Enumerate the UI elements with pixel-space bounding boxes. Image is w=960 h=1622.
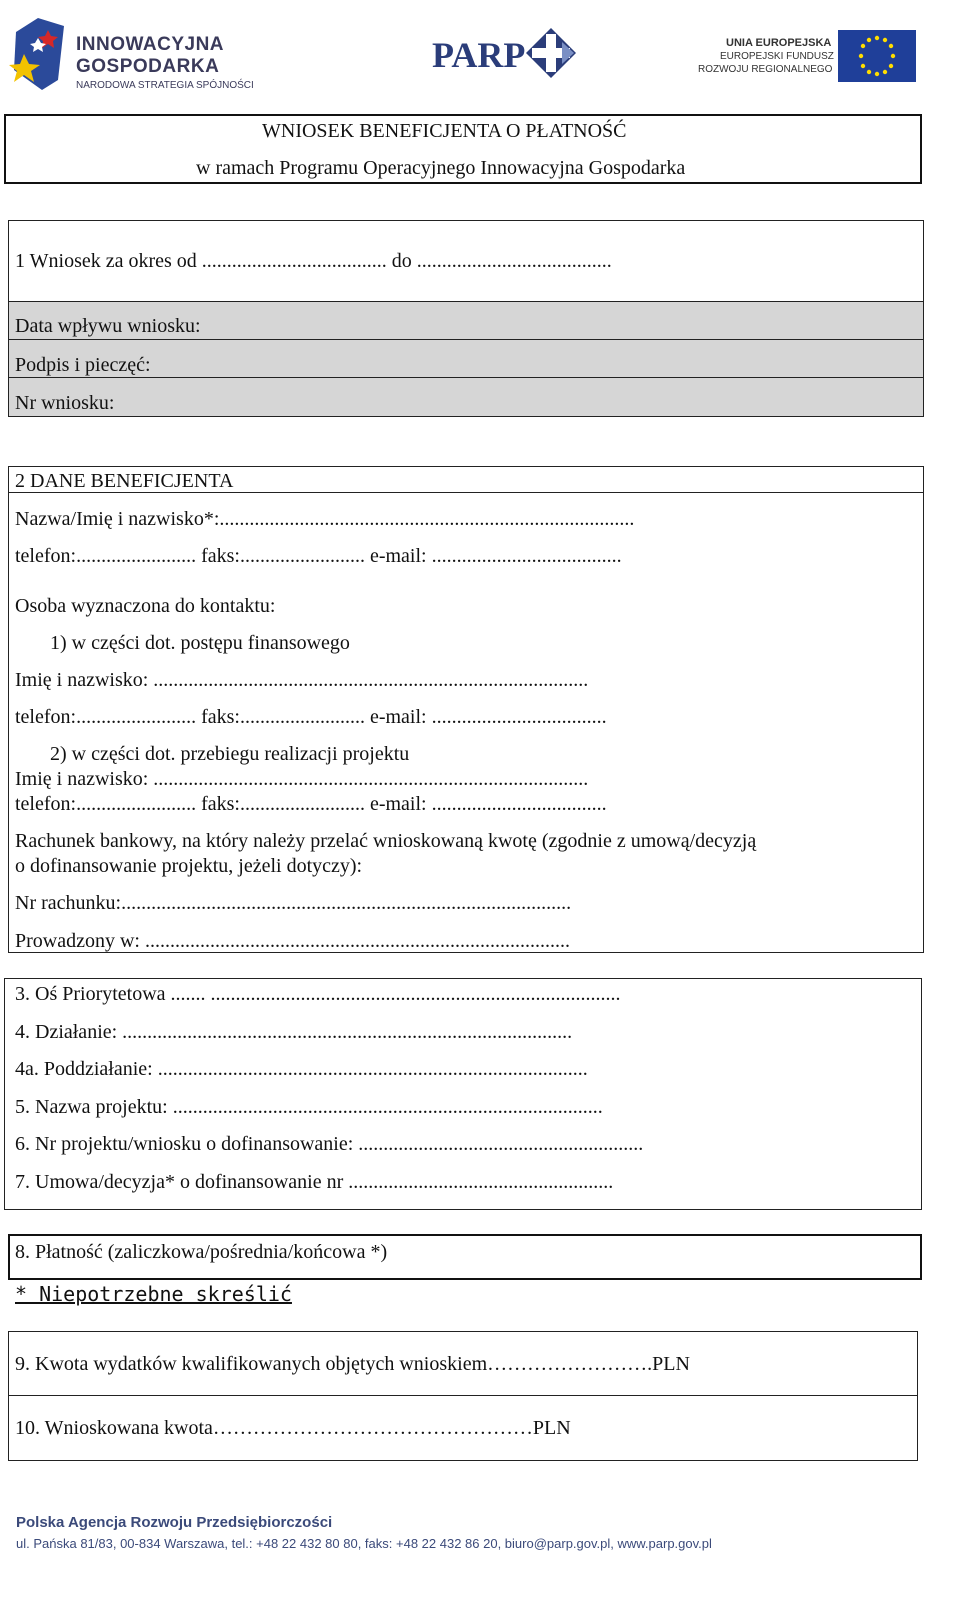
logo-right-line2: EUROPEJSKI FUNDUSZ [720, 51, 834, 62]
strike-note: * Niepotrzebne skreślić [15, 1282, 292, 1306]
eu-flag-icon [838, 30, 916, 82]
project-number-field[interactable]: 6. Nr projektu/wniosku o dofinansowanie: ......................................................... [15, 1133, 644, 1155]
section2-header-divider [8, 492, 924, 493]
receipt-date-field: Data wpływu wniosku: [15, 315, 201, 337]
contact1-phone-field[interactable]: telefon:........................ faks:......................... e-mail: ................................... [15, 706, 607, 728]
requested-amount-field[interactable]: 10. Wnioskowana kwota…………………………………………PLN [15, 1417, 571, 1439]
contact2-phone-field[interactable]: telefon:........................ faks:......................... e-mail: ................................... [15, 793, 607, 815]
parp-arrows-icon [524, 26, 578, 80]
financial-progress-label: 1) w części dot. postępu finansowego [50, 632, 350, 654]
period-field[interactable]: 1 Wniosek za okres od ..................................... do ....................................... [15, 250, 612, 272]
form-title: WNIOSEK BENEFICJENTA O PŁATNOŚĆ [262, 120, 627, 142]
beneficiary-name-field[interactable]: Nazwa/Imię i nazwisko*:................................................................................... [15, 508, 635, 530]
measure-field[interactable]: 4. Działanie: .......................................................................................... [15, 1021, 573, 1043]
bank-name-field[interactable]: Prowadzony w: ..................................................................................... [15, 930, 570, 952]
form-subtitle: w ramach Programu Operacyjnego Innowacyjna Gospodarka [196, 157, 686, 179]
bank-account-label-line1: Rachunek bankowy, na który należy przelać wnioskowaną kwotę (zgodnie z umową/decyzją [15, 830, 757, 852]
gray-row-divider [8, 339, 924, 340]
amounts-divider [8, 1395, 918, 1396]
agreement-number-field[interactable]: 7. Umowa/decyzja* o dofinansowanie nr ..................................................... [15, 1171, 614, 1193]
eligible-expenses-field[interactable]: 9. Kwota wydatków kwalifikowanych objętych wnioskiem…………………….PLN [15, 1353, 690, 1375]
footer-address: ul. Pańska 81/83, 00-834 Warszawa, tel.: +48 22 432 80 80, faks: +48 22 432 86 20, biuro@parp.gov.pl, www.parp.gov.pl [16, 1536, 712, 1551]
submeasure-field[interactable]: 4a. Poddziałanie: ...................................................................................... [15, 1058, 588, 1080]
project-progress-label: 2) w części dot. przebiegu realizacji projektu [50, 743, 410, 765]
footer-agency-name: Polska Agencja Rozwoju Przedsiębiorczości [16, 1514, 333, 1531]
contact2-name-field[interactable]: Imię i nazwisko: ....................................................................................... [15, 768, 589, 790]
beneficiary-heading: 2 DANE BENEFICJENTA [15, 470, 234, 492]
logo-left-line3: NARODOWA STRATEGIA SPÓJNOŚCI [76, 80, 254, 91]
payment-type-field[interactable]: 8. Płatność (zaliczkowa/pośrednia/końcowa *) [15, 1241, 388, 1263]
logo-right-line1: UNIA EUROPEJSKA [726, 37, 832, 49]
signature-stamp-field: Podpis i pieczęć: [15, 354, 151, 376]
logo-innowacyjna-gospodarka [8, 14, 258, 94]
gray-row-divider [8, 377, 924, 378]
logo-parp [432, 26, 582, 82]
beneficiary-contact-field[interactable]: telefon:........................ faks:......................... e-mail: ...................................... [15, 545, 622, 567]
logo-eu [696, 28, 916, 84]
account-number-field[interactable]: Nr rachunku:.......................................................................................... [15, 892, 572, 914]
contact1-name-field[interactable]: Imię i nazwisko: ....................................................................................... [15, 669, 589, 691]
star-logo-icon [8, 14, 68, 92]
amounts-box [8, 1331, 918, 1461]
project-name-field[interactable]: 5. Nazwa projektu: ...................................................................................... [15, 1096, 603, 1118]
parp-logo-text: PARP [432, 35, 526, 75]
logo-left-line1: INNOWACYJNA [76, 34, 225, 55]
logo-right-line3: ROZWOJU REGIONALNEGO [698, 64, 833, 75]
logo-left-line2: GOSPODARKA [76, 56, 220, 77]
contact-person-label: Osoba wyznaczona do kontaktu: [15, 595, 276, 617]
application-number-field: Nr wniosku: [15, 392, 115, 414]
priority-axis-field[interactable]: 3. Oś Priorytetowa ....... .................................................................................. [15, 983, 621, 1005]
bank-account-label-line2: o dofinansowanie projektu, jeżeli dotyczy): [15, 855, 363, 877]
